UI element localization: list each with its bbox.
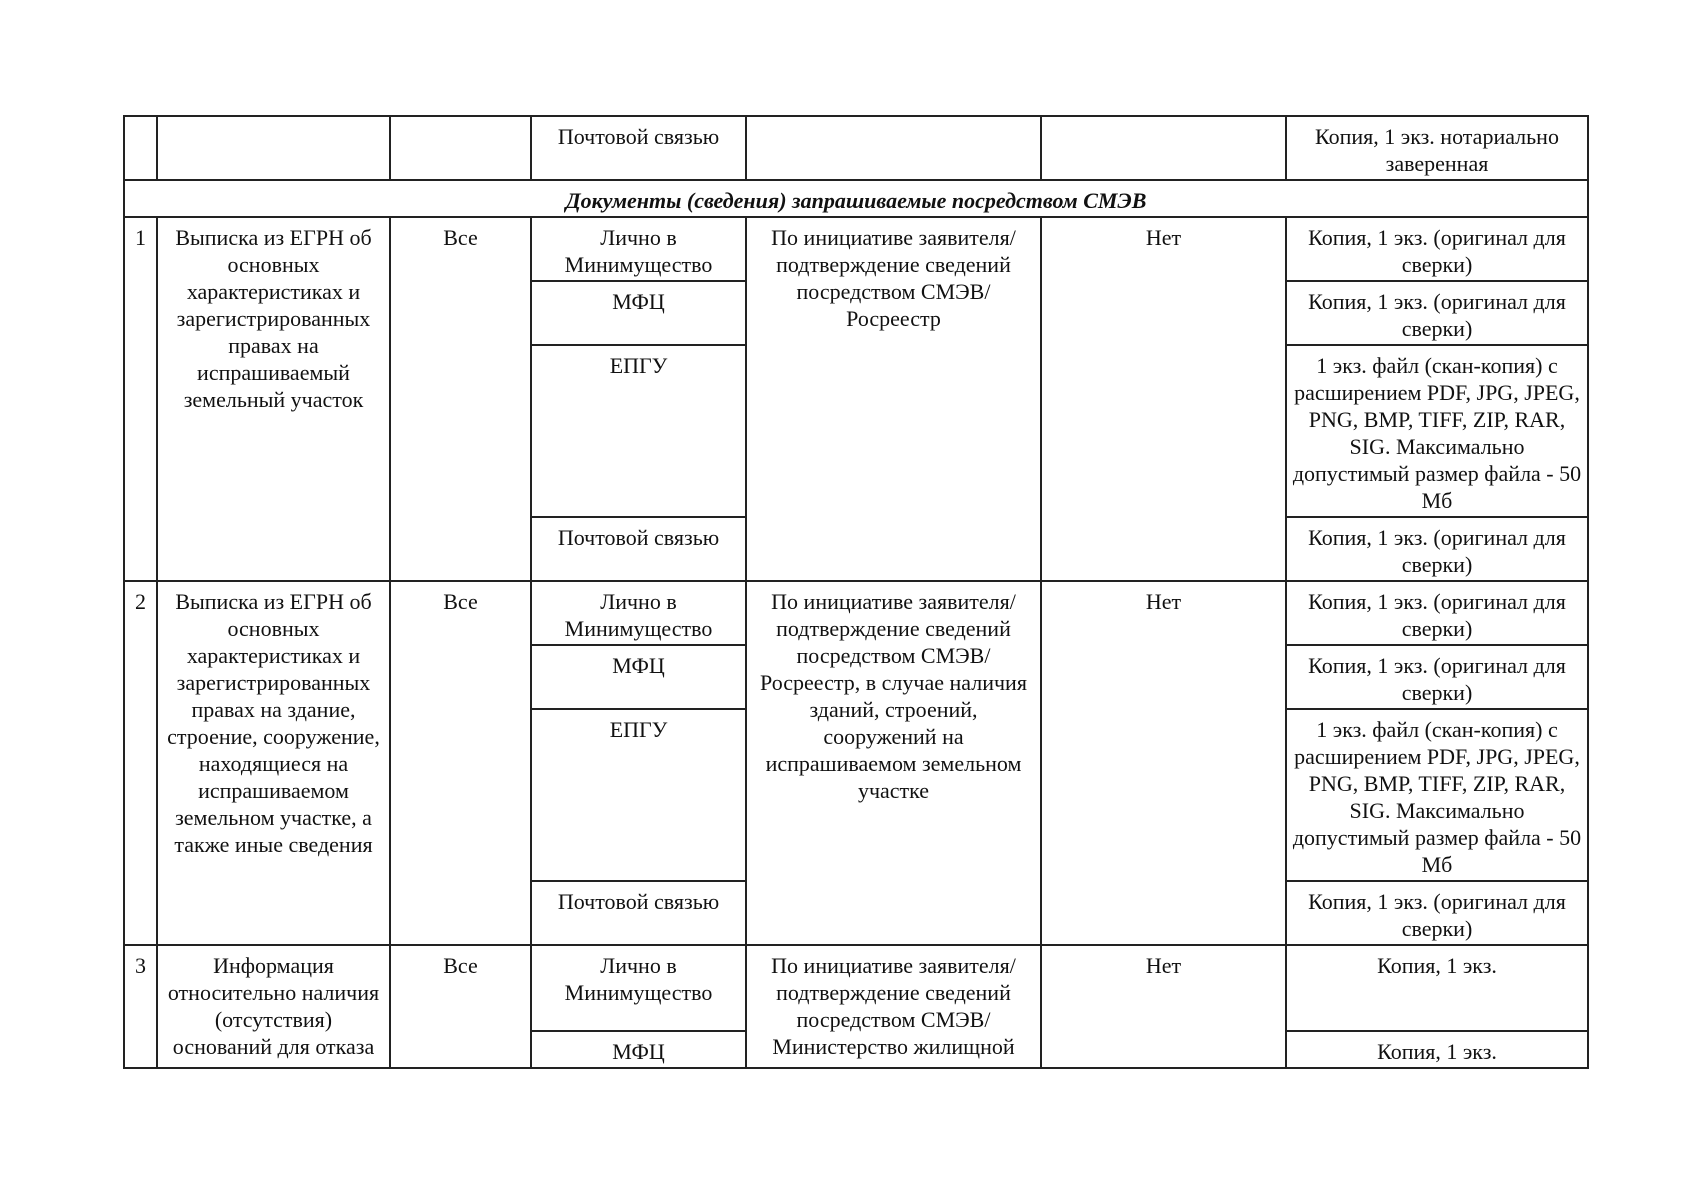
required-flag: Нет: [1041, 217, 1286, 581]
submission-method: МФЦ: [531, 281, 746, 345]
applicant-category: Все: [390, 945, 531, 1068]
document-name: Выписка из ЕГРН об основных характеристиках и зарегистрированных правах на испрашиваемый земельный участок: [157, 217, 390, 581]
cell-empty: [390, 116, 531, 180]
cell-empty: [746, 116, 1041, 180]
submission-method: Почтовой связью: [531, 116, 746, 180]
documents-table: [123, 115, 1589, 1069]
submission-method: МФЦ: [531, 645, 746, 709]
applicant-category: Все: [390, 217, 531, 581]
document-name: Выписка из ЕГРН об основных характеристиках и зарегистрированных правах на здание, строение, сооружение, находящиеся на испрашиваемом земельном участке, а также иные сведения: [157, 581, 390, 945]
submission-method: Лично в Минимущество: [531, 217, 746, 281]
row-number: 2: [124, 581, 157, 945]
applicant-category: Все: [390, 581, 531, 945]
table-row: [124, 945, 1588, 1031]
document-form: Копия, 1 экз. нотариально заверенная: [1286, 116, 1588, 180]
document-form: Копия, 1 экз. (оригинал для сверки): [1286, 517, 1588, 581]
submission-method: ЕПГУ: [531, 345, 746, 517]
row-number: 3: [124, 945, 157, 1068]
submission-method: Лично в Минимущество: [531, 945, 746, 1031]
cell-empty: [157, 116, 390, 180]
document-form: Копия, 1 экз.: [1286, 945, 1588, 1031]
request-basis: По инициативе заявителя/ подтверждение сведений посредством СМЭВ/ Росреестр: [746, 217, 1041, 581]
submission-method: МФЦ: [531, 1031, 746, 1068]
request-basis: По инициативе заявителя/ подтверждение сведений посредством СМЭВ/ Росреестр, в случае наличия зданий, строений, сооружений на испрашиваемом земельном участке: [746, 581, 1041, 945]
continuation-row: [124, 116, 1588, 180]
table-row: [124, 217, 1588, 281]
document-form: 1 экз. файл (скан-копия) с расширением PDF, JPG, JPEG, PNG, BMP, TIFF, ZIP, RAR, SIG. Максимально допустимый размер файла - 50 Мб: [1286, 345, 1588, 517]
submission-method: Почтовой связью: [531, 517, 746, 581]
document-form: Копия, 1 экз. (оригинал для сверки): [1286, 217, 1588, 281]
section-title: Документы (сведения) запрашиваемые посредством СМЭВ: [124, 180, 1588, 217]
section-heading-row: [124, 180, 1588, 217]
document-form: Копия, 1 экз. (оригинал для сверки): [1286, 281, 1588, 345]
submission-method: ЕПГУ: [531, 709, 746, 881]
cell-empty: [124, 116, 157, 180]
document-form: 1 экз. файл (скан-копия) с расширением PDF, JPG, JPEG, PNG, BMP, TIFF, ZIP, RAR, SIG. Максимально допустимый размер файла - 50 Мб: [1286, 709, 1588, 881]
document-form: Копия, 1 экз.: [1286, 1031, 1588, 1068]
document-form: Копия, 1 экз. (оригинал для сверки): [1286, 581, 1588, 645]
table-row: [124, 581, 1588, 645]
request-basis: По инициативе заявителя/ подтверждение сведений посредством СМЭВ/ Министерство жилищной: [746, 945, 1041, 1068]
row-number: 1: [124, 217, 157, 581]
cell-empty: [1041, 116, 1286, 180]
submission-method: Почтовой связью: [531, 881, 746, 945]
document-name: Информация относительно наличия (отсутствия) оснований для отказа: [157, 945, 390, 1068]
document-form: Копия, 1 экз. (оригинал для сверки): [1286, 881, 1588, 945]
required-flag: Нет: [1041, 581, 1286, 945]
required-flag: Нет: [1041, 945, 1286, 1068]
document-form: Копия, 1 экз. (оригинал для сверки): [1286, 645, 1588, 709]
submission-method: Лично в Минимущество: [531, 581, 746, 645]
